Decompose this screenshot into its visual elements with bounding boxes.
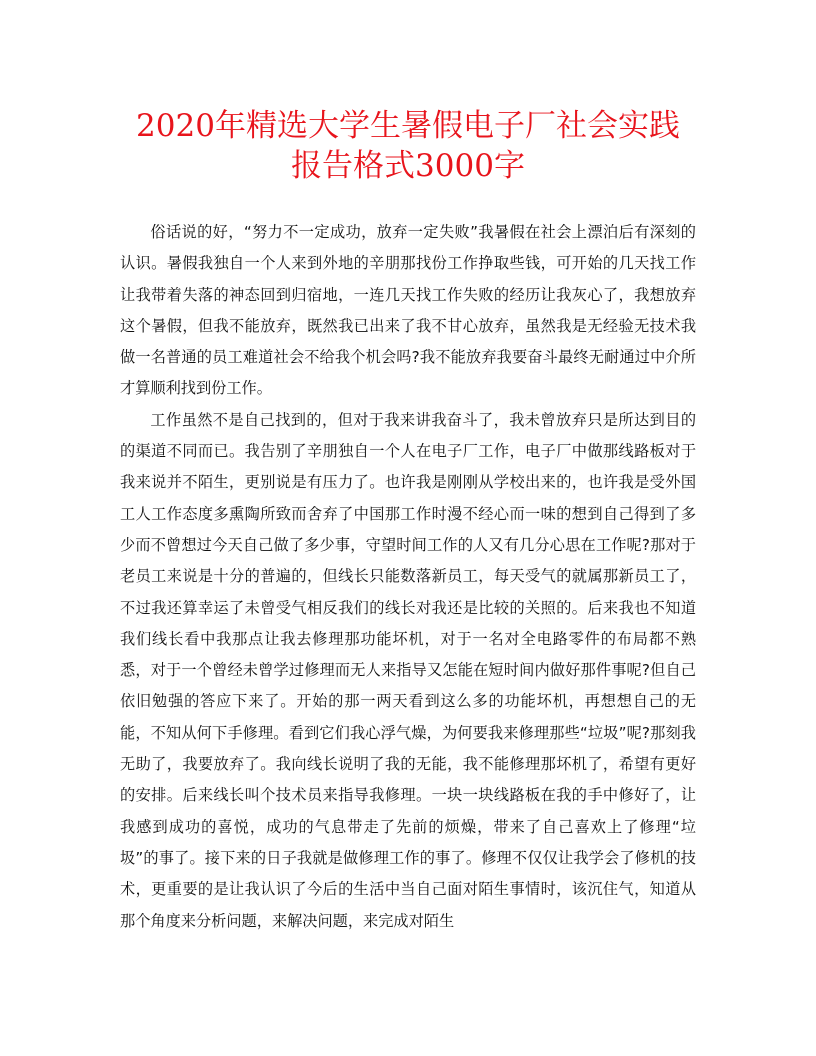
document-title-line-1: 2020年精选大学生暑假电子厂社会实践	[136, 108, 680, 144]
body-paragraph-1: 俗话说的好，“努力不一定成功，放弃一定失败”我暑假在社会上漂泊后有深刻的认识。暑假我独自一个人来到外地的辛朋那找份工作挣取些钱，可开始的几天找工作让我带着失落的神态回到归宿地，一连几天找工作失败的经历让我灰心了，我想放弃这个暑假，但我不能放弃，既然我已出来了我不甘心放弃，虽然我是无经验无技术我做一名普通的员工难道社会不给我个机会吗?我不能放弃我要奋斗最终无耐通过中介所才算顺利找到份工作。	[120, 223, 696, 398]
body-paragraph-2: 工作虽然不是自己找到的，但对于我来讲我奋斗了，我未曾放弃只是所达到目的的渠道不同而已。我告别了辛朋独自一个人在电子厂工作，电子厂中做那线路板对于我来说并不陌生，更别说是有压力了。也许我是刚刚从学校出来的，也许我是受外国工人工作态度多熏陶所致而舍弃了中国那工作时漫不经心而一味的想到自己得到了多少而不曾想过今天自己做了多少事，守望时间工作的人又有几分心思在工作呢?那对于老员工来说是十分的普遍的，但线长只能数落新员工，每天受气的就属那新员工了，不过我还算幸运了未曾受气相反我们的线长对我还是比较的关照的。后来我也不知道我们线长看中我那点让我去修理那功能坏机，对于一名对全电路零件的布局都不熟悉，对于一个曾经未曾学过修理而无人来指导又怎能在短时间内做好那件事呢?但自己依旧勉强的答应下来了。开始的那一两天看到这么多的功能坏机，再想想自己的无能，不知从何下手修理。看到它们我心浮气燥，为何要我来修理那些“垃圾”呢?那刻我无助了，我要放弃了。我向线长说明了我的无能，我不能修理那坏机了，希望有更好的安排。后来线长叫个技术员来指导我修理。一块一块线路板在我的手中修好了，让我感到成功的喜悦，成功的气息带走了先前的烦燥，带来了自己喜欢上了修理“垃圾”的事了。接下来的日子我就是做修理工作的事了。修理不仅仅让我学会了修机的技术，更重要的是让我认识了今后的生活中当自己面对陌生事情时，该沉住气，知道从那个角度来分析问题，来解决问题，来完成对陌生	[120, 410, 696, 930]
document-title-line-2: 报告格式3000字	[291, 148, 525, 184]
document-body	[120, 217, 696, 937]
